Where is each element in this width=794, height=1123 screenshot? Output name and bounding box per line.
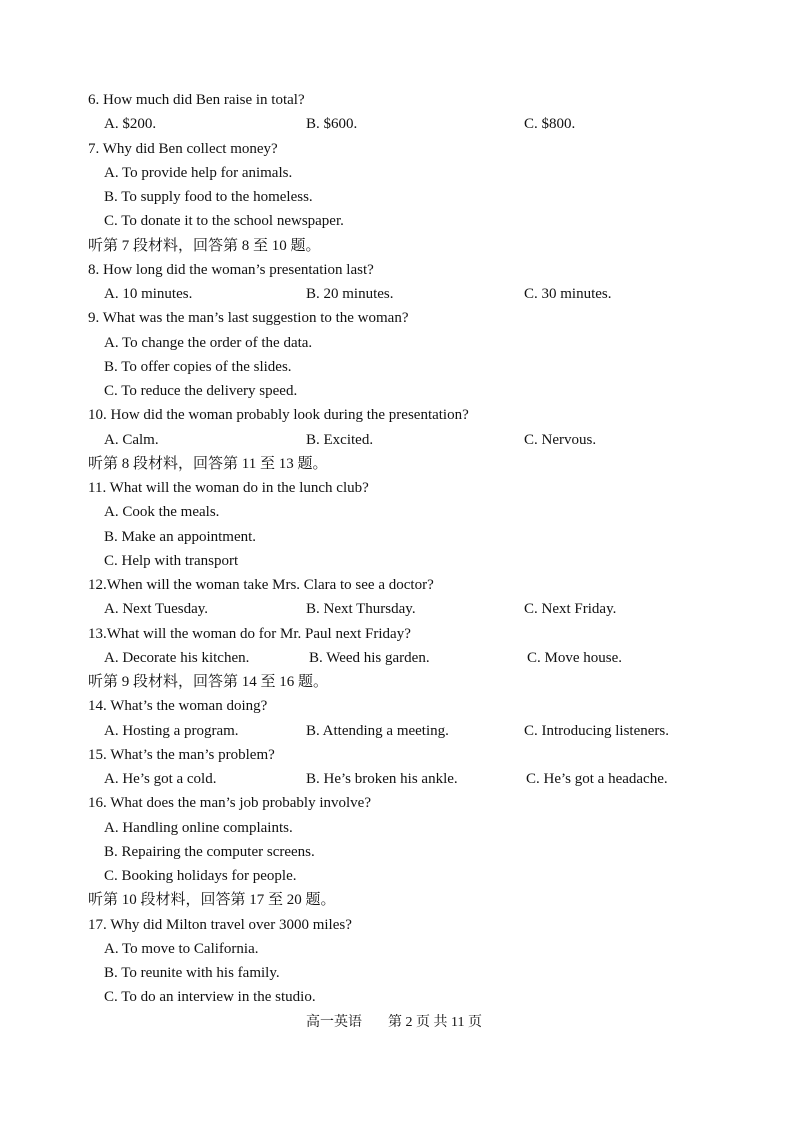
page-footer: [0, 1011, 794, 1035]
answer-option: C. Nervous.: [524, 431, 597, 448]
question-stem: 12.When will the woman take Mrs. Clara to see a doctor?: [88, 577, 434, 593]
answer-option: A. Cook the meals.: [104, 504, 220, 521]
answer-option: B. To offer copies of the slides.: [104, 358, 292, 375]
question-stem: 14. What’s the woman doing?: [88, 698, 268, 715]
answer-option: C. Booking holidays for people.: [104, 868, 297, 884]
answer-option: C. To do an interview in the studio.: [104, 989, 316, 1006]
question-stem: 10. How did the woman probably look during the presentation?: [88, 407, 469, 424]
answer-option: B. Excited.: [306, 431, 374, 448]
question-stem: 15. What’s the man’s problem?: [88, 746, 275, 763]
footer-subject: 高一英语: [306, 1015, 362, 1030]
answer-option: B. Make an appointment.: [104, 528, 257, 545]
answer-option: C. Help with transport: [104, 552, 239, 569]
footer-page-info: 第 2 页 共 11 页: [388, 1015, 482, 1030]
answer-option: B. 20 minutes.: [306, 286, 394, 302]
answer-option: A. $200.: [104, 116, 157, 133]
answer-option: A. Calm.: [104, 431, 159, 448]
answer-option: B. Weed his garden.: [309, 649, 430, 666]
answer-option: C. He’s got a headache.: [526, 771, 668, 787]
answer-option: B. Repairing the computer screens.: [104, 843, 315, 860]
answer-option: A. Next Tuesday.: [104, 601, 209, 618]
answer-option: A. Hosting a program.: [104, 722, 239, 739]
answer-option: B. To supply food to the homeless.: [104, 189, 313, 205]
answer-option: B. Next Thursday.: [306, 601, 416, 618]
answer-option: C. To reduce the delivery speed.: [104, 383, 298, 399]
answer-option: A. To change the order of the data.: [104, 334, 313, 351]
answer-option: B. To reunite with his family.: [104, 965, 280, 981]
answer-option: A. Decorate his kitchen.: [104, 649, 250, 666]
question-stem: 17. Why did Milton travel over 3000 miles?: [88, 916, 352, 933]
question-stem: 16. What does the man’s job probably involve?: [88, 795, 372, 812]
answer-option: A. Handling online complaints.: [104, 819, 293, 836]
answer-option: C. 30 minutes.: [524, 286, 612, 302]
section-instruction: 听第 9 段材料，回答第 14 至 16 题。: [88, 674, 329, 690]
answer-option: B. Attending a meeting.: [306, 722, 449, 739]
question-stem: 8. How long did the woman’s presentation last?: [88, 261, 374, 278]
answer-option: B. He’s broken his ankle.: [306, 771, 458, 787]
section-instruction: 听第 10 段材料，回答第 17 至 20 题。: [88, 892, 336, 909]
answer-option: C. To donate it to the school newspaper.: [104, 213, 344, 230]
answer-option: A. He’s got a cold.: [104, 771, 217, 787]
answer-option: C. $800.: [524, 116, 576, 133]
answer-option: A. 10 minutes.: [104, 286, 193, 302]
answer-option: B. $600.: [306, 116, 358, 133]
answer-option: C. Move house.: [527, 649, 622, 666]
question-stem: 9. What was the man’s last suggestion to the woman?: [88, 310, 409, 327]
question-stem: 6. How much did Ben raise in total?: [88, 92, 305, 108]
question-stem: 7. Why did Ben collect money?: [88, 140, 278, 157]
answer-option: C. Introducing listeners.: [524, 722, 669, 739]
answer-option: A. To move to California.: [104, 940, 259, 957]
section-instruction: 听第 8 段材料，回答第 11 至 13 题。: [88, 455, 328, 472]
answer-option: C. Next Friday.: [524, 601, 617, 618]
question-stem: 11. What will the woman do in the lunch club?: [88, 480, 369, 496]
answer-option: A. To provide help for animals.: [104, 164, 293, 181]
question-stem: 13.What will the woman do for Mr. Paul next Friday?: [88, 625, 411, 642]
section-instruction: 听第 7 段材料，回答第 8 至 10 题。: [88, 237, 321, 254]
